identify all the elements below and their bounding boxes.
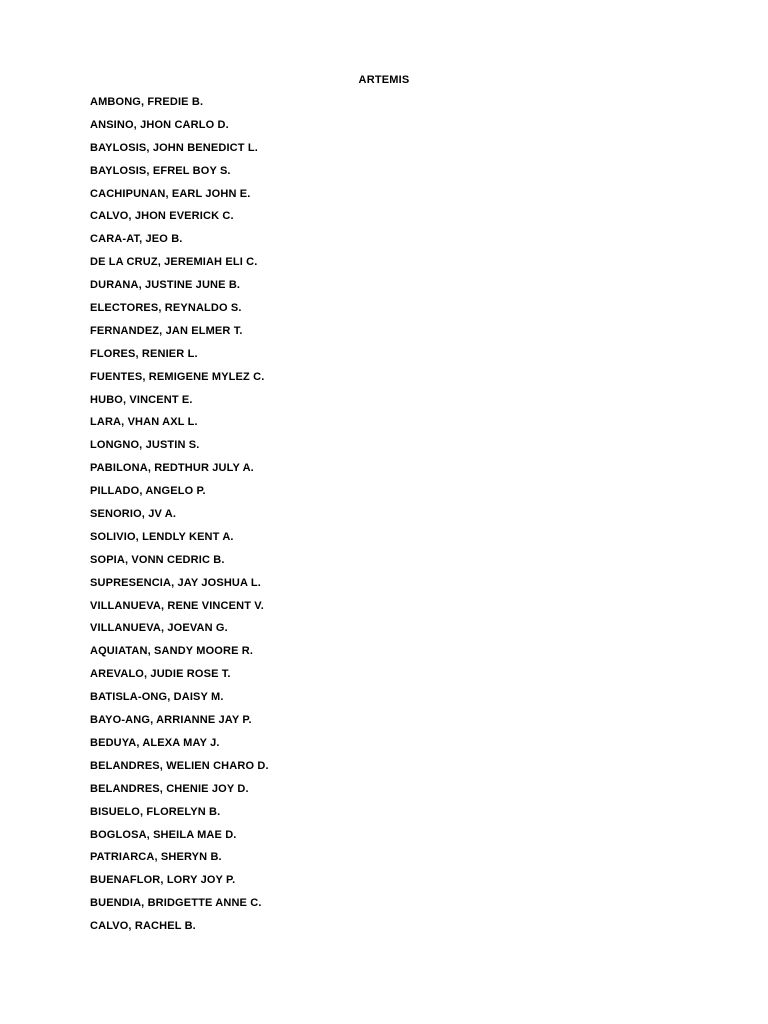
list-item: ELECTORES, REYNALDO S. bbox=[90, 302, 242, 315]
list-item: LARA, VHAN AXL L. bbox=[90, 416, 198, 429]
list-item: SOLIVIO, LENDLY KENT A. bbox=[90, 530, 234, 543]
list-item: BAYLOSIS, JOHN BENEDICT L. bbox=[90, 141, 258, 154]
list-item: BISUELO, FLORELYN B. bbox=[90, 805, 221, 818]
list-item: CARA-AT, JEO B. bbox=[90, 233, 183, 246]
list-item: BELANDRES, WELIEN CHARO D. bbox=[90, 759, 269, 772]
list-item: BUENAFLOR, LORY JOY P. bbox=[90, 874, 236, 887]
list-item: FLORES, RENIER L. bbox=[90, 347, 198, 360]
list-item: BEDUYA, ALEXA MAY J. bbox=[90, 736, 220, 749]
list-item: PABILONA, REDTHUR JULY A. bbox=[90, 462, 254, 475]
list-item: BOGLOSA, SHEILA MAE D. bbox=[90, 828, 237, 841]
list-item: FERNANDEZ, JAN ELMER T. bbox=[90, 324, 243, 337]
list-item: DURANA, JUSTINE JUNE B. bbox=[90, 279, 241, 292]
list-item: BUENDIA, BRIDGETTE ANNE C. bbox=[90, 897, 262, 910]
list-item: ANSINO, JHON CARLO D. bbox=[90, 118, 229, 131]
list-item: CACHIPUNAN, EARL JOHN E. bbox=[90, 187, 251, 200]
list-item: AREVALO, JUDIE ROSE T. bbox=[90, 668, 231, 681]
list-item: HUBO, VINCENT E. bbox=[90, 393, 193, 406]
list-item: SENORIO, JV A. bbox=[90, 508, 177, 521]
list-item: SUPRESENCIA, JAY JOSHUA L. bbox=[90, 576, 261, 589]
list-item: PATRIARCA, SHERYN B. bbox=[90, 851, 222, 864]
list-item: AMBONG, FREDIE B. bbox=[90, 96, 204, 108]
list-item: BATISLA-ONG, DAISY M. bbox=[90, 691, 224, 704]
list-item: CALVO, RACHEL B. bbox=[90, 920, 196, 933]
list-item: FUENTES, REMIGENE MYLEZ C. bbox=[90, 370, 265, 383]
list-item: SOPIA, VONN CEDRIC B. bbox=[90, 553, 225, 566]
list-item: PILLADO, ANGELO P. bbox=[90, 485, 206, 498]
list-item: BAYO-ANG, ARRIANNE JAY P. bbox=[90, 714, 252, 727]
list-item: CALVO, JHON EVERICK C. bbox=[90, 210, 234, 223]
list-item: DE LA CRUZ, JEREMIAH ELI C. bbox=[90, 256, 258, 269]
document-title: ARTEMIS bbox=[358, 74, 410, 86]
list-item: LONGNO, JUSTIN S. bbox=[90, 439, 200, 452]
list-item: AQUIATAN, SANDY MOORE R. bbox=[90, 645, 254, 658]
list-item: BAYLOSIS, EFREL BOY S. bbox=[90, 164, 231, 177]
list-item: VILLANUEVA, RENE VINCENT V. bbox=[90, 599, 264, 612]
list-item: VILLANUEVA, JOEVAN G. bbox=[90, 622, 228, 635]
name-list bbox=[90, 94, 269, 941]
list-item: BELANDRES, CHENIE JOY D. bbox=[90, 782, 249, 795]
